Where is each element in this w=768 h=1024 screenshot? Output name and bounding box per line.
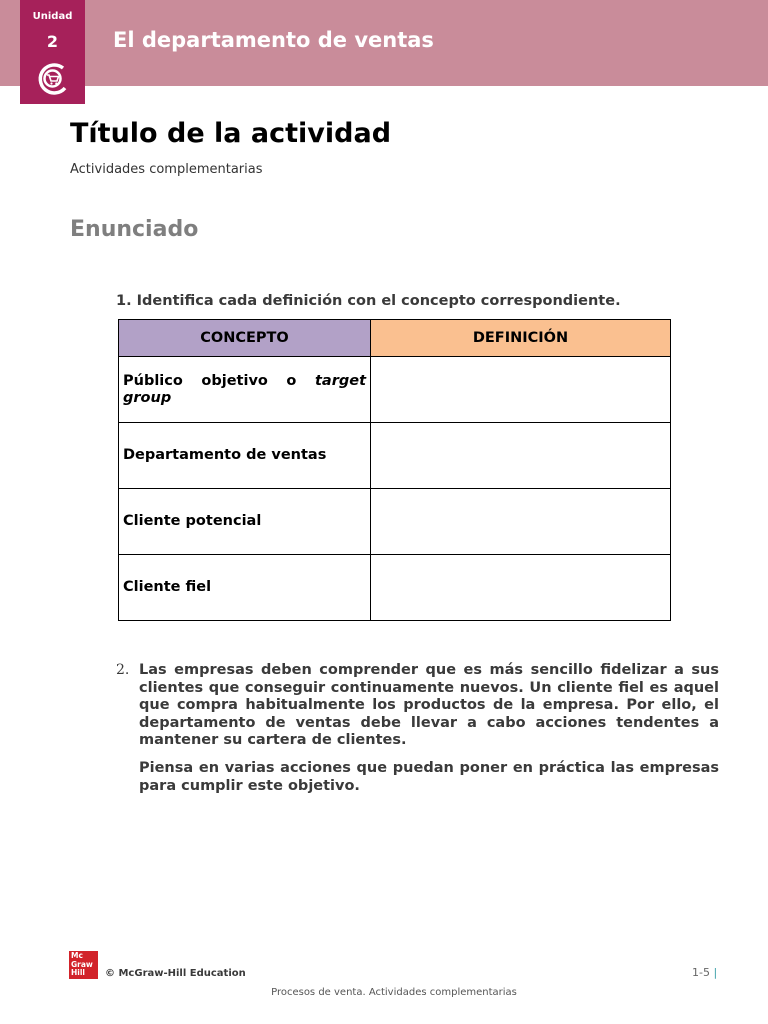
unit-title: El departamento de ventas [113, 28, 434, 52]
page-subtitle: Actividades complementarias [70, 162, 263, 177]
page-number-text: 1-5 [692, 966, 710, 979]
definition-cell[interactable] [371, 423, 671, 489]
question-1: 1. Identifica cada definición con el concepto correspondiente. [116, 293, 621, 309]
concept-cell: Cliente potencial [119, 489, 371, 555]
shopping-cart-circle-icon [34, 60, 71, 97]
question-2-instruction: Piensa en varias acciones que puedan poner en práctica las empresas para cumplir este objetivo. [139, 760, 719, 794]
definition-cell[interactable] [371, 357, 671, 423]
unit-number: 2 [46, 32, 59, 51]
header-concepto: CONCEPTO [119, 320, 371, 357]
table-header-row [119, 320, 671, 357]
concept-table [118, 319, 671, 621]
concept-cell [119, 357, 371, 423]
question-2-number: 2. [116, 662, 130, 678]
concept-text: Público objetivo o [123, 372, 315, 389]
page-bar: | [713, 966, 718, 979]
mcgraw-hill-logo: Mc Graw Hill [69, 951, 98, 979]
concept-cell: Departamento de ventas [119, 423, 371, 489]
header-definicion: DEFINICIÓN [371, 320, 671, 357]
definition-cell[interactable] [371, 489, 671, 555]
copyright-text: © McGraw-Hill Education [105, 968, 246, 979]
footer-caption: Procesos de venta. Actividades complementarias [271, 987, 517, 998]
concept-italic-text: target group [123, 372, 366, 406]
unit-badge [20, 0, 85, 104]
concept-cell: Cliente fiel [119, 555, 371, 621]
table-row [119, 357, 671, 423]
definition-cell[interactable] [371, 555, 671, 621]
question-2-paragraph: Las empresas deben comprender que es más sencillo fidelizar a sus clientes que conseguir continuamente nuevos. Un cliente fiel es aquel que compra habitualmente los productos de la empresa. Por ello, el departamento de ventas debe llevar a cabo acciones tendentes a mantener su cartera de clientes. [139, 662, 719, 749]
table-row [119, 555, 671, 621]
table-row [119, 423, 671, 489]
unit-label: Unidad [32, 11, 73, 22]
page-number [692, 966, 717, 979]
table-row [119, 489, 671, 555]
section-heading: Enunciado [70, 217, 199, 242]
page-title: Título de la actividad [70, 118, 392, 149]
